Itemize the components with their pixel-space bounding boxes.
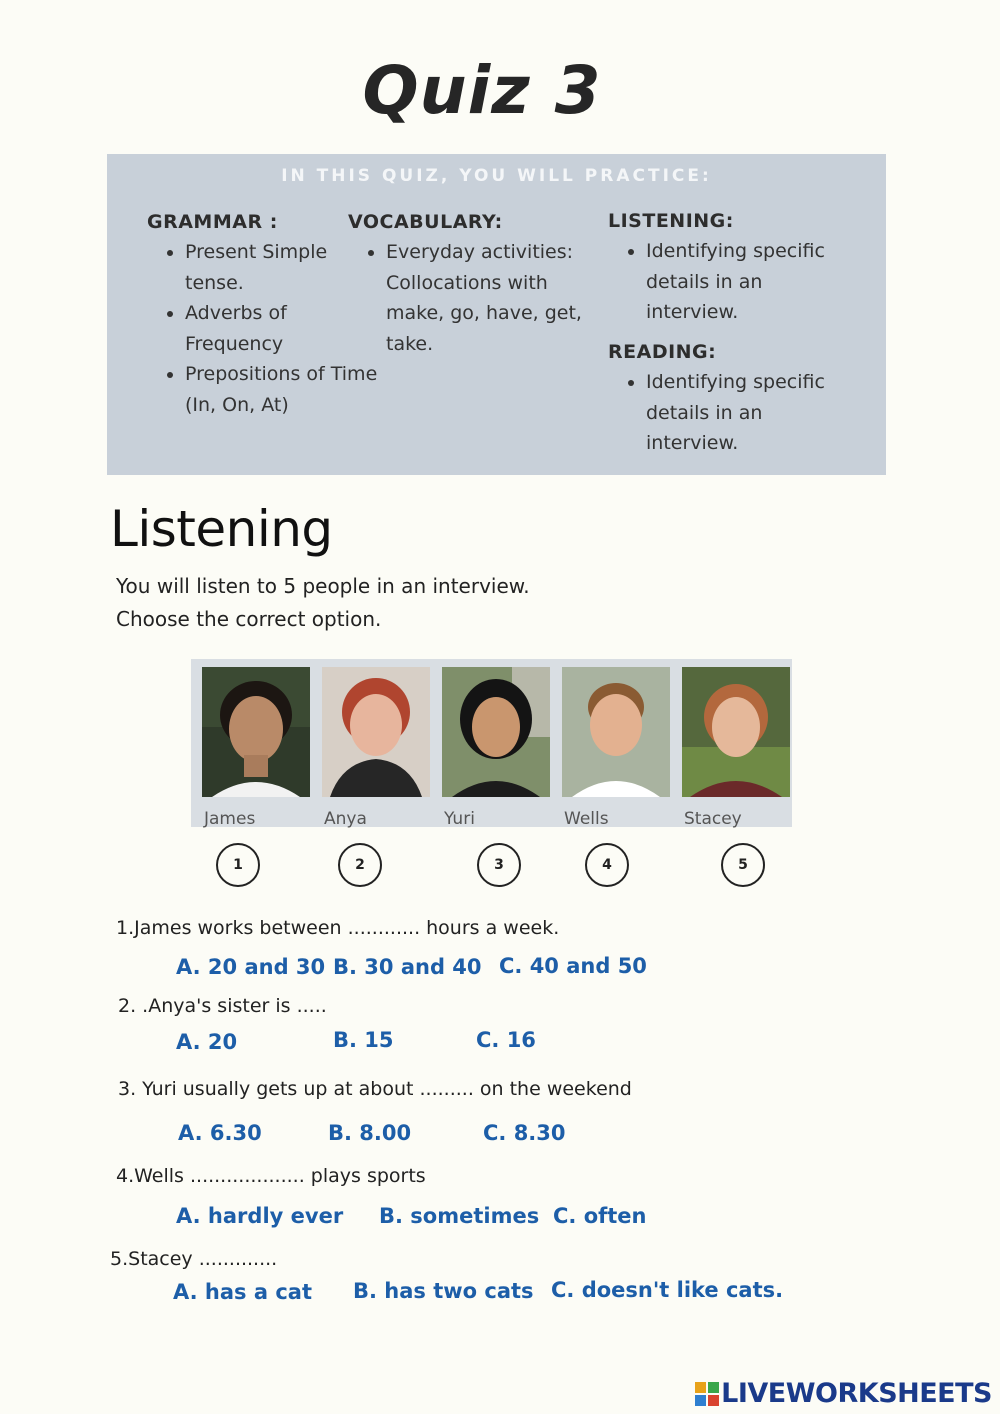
answer-option[interactable]: B. 8.00 bbox=[328, 1121, 412, 1145]
speaker-photo bbox=[562, 667, 670, 797]
speaker-number-badge: 3 bbox=[477, 843, 521, 887]
speaker-card bbox=[442, 667, 550, 827]
speaker-name: Yuri bbox=[444, 809, 475, 829]
speaker-card bbox=[202, 667, 310, 827]
question-text: 1.James works between ............ hours a week. bbox=[116, 917, 560, 939]
speaker-photo bbox=[202, 667, 310, 797]
grammar-item: • Adverbs of Frequency bbox=[185, 298, 387, 359]
answer-option[interactable]: A. 20 bbox=[176, 1030, 238, 1054]
liveworksheets-logo bbox=[695, 1378, 992, 1409]
practice-heading: IN THIS QUIZ, YOU WILL PRACTICE: bbox=[281, 166, 712, 186]
answer-option[interactable]: A. has a cat bbox=[173, 1280, 313, 1304]
listening-title: LISTENING: bbox=[608, 210, 734, 232]
speaker-number-badge: 2 bbox=[338, 843, 382, 887]
answer-option[interactable]: A. 6.30 bbox=[178, 1121, 262, 1145]
answer-option[interactable]: C. 16 bbox=[476, 1028, 536, 1052]
question-text: 3. Yuri usually gets up at about ......... on the weekend bbox=[118, 1078, 632, 1100]
grammar-item: • Prepositions of Time (In, On, At) bbox=[185, 359, 387, 420]
vocabulary-title: VOCABULARY: bbox=[348, 211, 503, 233]
speaker-photo bbox=[442, 667, 550, 797]
speaker-card bbox=[682, 667, 790, 827]
speaker-card bbox=[562, 667, 670, 827]
question-text: 5.Stacey ............. bbox=[110, 1248, 278, 1270]
speaker-photo-strip bbox=[191, 659, 792, 827]
practice-summary-box bbox=[107, 154, 886, 475]
answer-option[interactable]: B. sometimes bbox=[379, 1204, 540, 1228]
instruction-line: You will listen to 5 people in an interview. bbox=[116, 574, 530, 598]
answer-option[interactable]: B. 15 bbox=[333, 1028, 394, 1052]
listening-column bbox=[608, 210, 848, 328]
grammar-item: • Present Simple tense. bbox=[185, 237, 387, 298]
answer-option[interactable]: C. often bbox=[553, 1204, 647, 1228]
answer-option[interactable]: C. 8.30 bbox=[483, 1121, 566, 1145]
speaker-name: Stacey bbox=[684, 809, 742, 829]
speaker-name: Wells bbox=[564, 809, 609, 829]
instruction-line: Choose the correct option. bbox=[116, 607, 382, 631]
brand-name: LIVEWORKSHEETS bbox=[721, 1378, 992, 1409]
section-title: Listening bbox=[110, 500, 333, 558]
grammar-title: GRAMMAR : bbox=[147, 211, 278, 233]
speaker-number-badge: 1 bbox=[216, 843, 260, 887]
listening-item: • Identifying specific details in an interview. bbox=[646, 236, 848, 328]
answer-option[interactable]: C. doesn't like cats. bbox=[551, 1278, 784, 1302]
reading-item: • Identifying specific details in an interview. bbox=[646, 367, 858, 459]
question-text: 2. .Anya's sister is ..... bbox=[118, 995, 327, 1017]
answer-option[interactable]: A. hardly ever bbox=[176, 1204, 344, 1228]
page-title: Quiz 3 bbox=[362, 52, 602, 129]
answer-option[interactable]: A. 20 and 30 bbox=[176, 955, 326, 979]
speaker-card bbox=[322, 667, 430, 827]
vocabulary-column bbox=[348, 211, 598, 359]
answer-option[interactable]: B. has two cats bbox=[353, 1279, 534, 1303]
liveworksheets-logo-icon bbox=[695, 1382, 719, 1406]
speaker-name: James bbox=[204, 809, 256, 829]
speaker-photo bbox=[322, 667, 430, 797]
speaker-name: Anya bbox=[324, 809, 367, 829]
answer-option[interactable]: B. 30 and 40 bbox=[333, 955, 482, 979]
speaker-number-badge: 5 bbox=[721, 843, 765, 887]
speaker-photo bbox=[682, 667, 790, 797]
question-text: 4.Wells ................... plays sports bbox=[116, 1165, 426, 1187]
vocabulary-item: • Everyday activities: Collocations with make, go, have, get, take. bbox=[386, 237, 598, 359]
speaker-number-badge: 4 bbox=[585, 843, 629, 887]
answer-option[interactable]: C. 40 and 50 bbox=[499, 954, 647, 978]
reading-title: READING: bbox=[608, 341, 717, 363]
reading-column bbox=[608, 341, 858, 459]
